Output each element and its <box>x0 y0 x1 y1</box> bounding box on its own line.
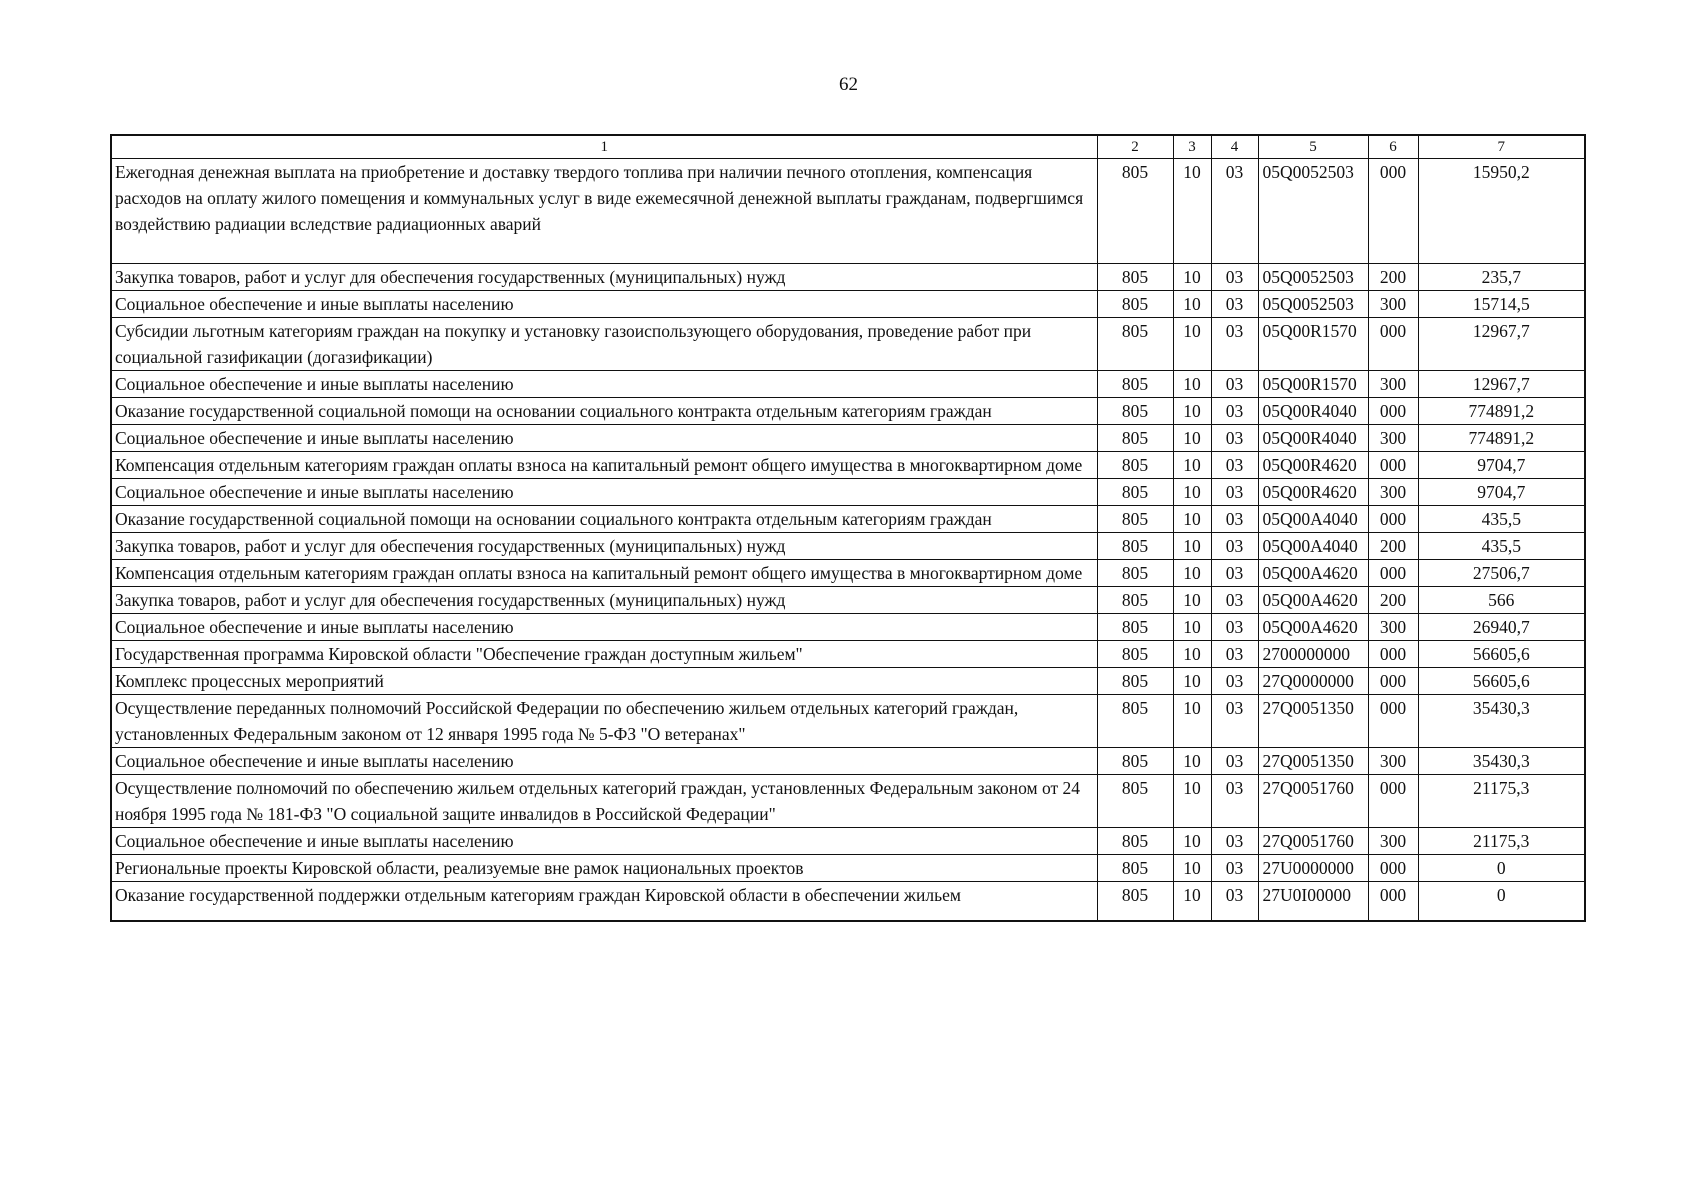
amount-cell: 56605,6 <box>1418 641 1585 668</box>
table-row <box>111 775 1585 828</box>
row-name-cell: Государственная программа Кировской области "Обеспечение граждан доступным жильем" <box>111 641 1097 668</box>
row-name-cell: Закупка товаров, работ и услуг для обеспечения государственных (муниципальных) нужд <box>111 264 1097 291</box>
code-ved-cell: 805 <box>1097 506 1173 533</box>
target-article-cell: 05Q00A4620 <box>1258 614 1368 641</box>
header-cell: 4 <box>1211 135 1258 159</box>
row-name-cell: Закупка товаров, работ и услуг для обеспечения государственных (муниципальных) нужд <box>111 587 1097 614</box>
row-name-cell: Социальное обеспечение и иные выплаты населению <box>111 479 1097 506</box>
expense-type-cell: 300 <box>1368 371 1418 398</box>
amount-cell: 774891,2 <box>1418 425 1585 452</box>
expense-type-cell: 000 <box>1368 641 1418 668</box>
target-article-cell: 05Q0052503 <box>1258 159 1368 264</box>
target-article-cell: 05Q00R1570 <box>1258 371 1368 398</box>
target-article-cell: 05Q0052503 <box>1258 291 1368 318</box>
amount-cell: 12967,7 <box>1418 371 1585 398</box>
expense-type-cell: 000 <box>1368 695 1418 748</box>
row-name-cell: Осуществление полномочий по обеспечению жильем отдельных категорий граждан, установленных Федеральным законом от 24 ноября 1995 года № 181-ФЗ "О социальной защите инвалидов в Российской Федерации" <box>111 775 1097 828</box>
code-section-cell: 10 <box>1173 425 1211 452</box>
code-section-cell: 10 <box>1173 479 1211 506</box>
code-section-cell: 10 <box>1173 398 1211 425</box>
code-section-cell: 10 <box>1173 641 1211 668</box>
header-row <box>111 135 1585 159</box>
code-section-cell: 10 <box>1173 855 1211 882</box>
expense-type-cell: 000 <box>1368 668 1418 695</box>
header-cell: 6 <box>1368 135 1418 159</box>
header-cell: 1 <box>111 135 1097 159</box>
code-ved-cell: 805 <box>1097 641 1173 668</box>
code-subsection-cell: 03 <box>1211 533 1258 560</box>
amount-cell: 774891,2 <box>1418 398 1585 425</box>
amount-cell: 235,7 <box>1418 264 1585 291</box>
target-article-cell: 05Q00A4040 <box>1258 533 1368 560</box>
target-article-cell: 27U0I00000 <box>1258 882 1368 922</box>
expense-type-cell: 000 <box>1368 775 1418 828</box>
table-row <box>111 506 1585 533</box>
amount-cell: 27506,7 <box>1418 560 1585 587</box>
code-subsection-cell: 03 <box>1211 291 1258 318</box>
code-ved-cell: 805 <box>1097 291 1173 318</box>
expense-type-cell: 000 <box>1368 882 1418 922</box>
code-subsection-cell: 03 <box>1211 775 1258 828</box>
code-subsection-cell: 03 <box>1211 318 1258 371</box>
code-section-cell: 10 <box>1173 828 1211 855</box>
target-article-cell: 27Q0051760 <box>1258 828 1368 855</box>
row-name-cell: Субсидии льготным категориям граждан на покупку и установку газоиспользующего оборудования, проведение работ при социальной газификации (догазификации) <box>111 318 1097 371</box>
target-article-cell: 05Q00A4620 <box>1258 587 1368 614</box>
code-ved-cell: 805 <box>1097 855 1173 882</box>
amount-cell: 12967,7 <box>1418 318 1585 371</box>
code-subsection-cell: 03 <box>1211 855 1258 882</box>
expense-type-cell: 200 <box>1368 264 1418 291</box>
row-name-cell: Комплекс процессных мероприятий <box>111 668 1097 695</box>
target-article-cell: 05Q00A4620 <box>1258 560 1368 587</box>
row-name-cell: Социальное обеспечение и иные выплаты населению <box>111 425 1097 452</box>
code-subsection-cell: 03 <box>1211 560 1258 587</box>
expense-type-cell: 000 <box>1368 855 1418 882</box>
code-ved-cell: 805 <box>1097 159 1173 264</box>
target-article-cell: 27Q0051350 <box>1258 695 1368 748</box>
table-body <box>111 159 1585 922</box>
code-section-cell: 10 <box>1173 748 1211 775</box>
row-name-cell: Компенсация отдельным категориям граждан оплаты взноса на капитальный ремонт общего имущества в многоквартирном доме <box>111 452 1097 479</box>
row-name-cell: Оказание государственной социальной помощи на основании социального контракта отдельным категориям граждан <box>111 398 1097 425</box>
expense-type-cell: 300 <box>1368 425 1418 452</box>
table-row <box>111 882 1585 922</box>
table-row <box>111 318 1585 371</box>
code-section-cell: 10 <box>1173 560 1211 587</box>
code-ved-cell: 805 <box>1097 614 1173 641</box>
code-ved-cell: 805 <box>1097 775 1173 828</box>
table-row <box>111 425 1585 452</box>
row-name-cell: Социальное обеспечение и иные выплаты населению <box>111 371 1097 398</box>
code-subsection-cell: 03 <box>1211 398 1258 425</box>
code-section-cell: 10 <box>1173 159 1211 264</box>
code-ved-cell: 805 <box>1097 560 1173 587</box>
target-article-cell: 27U0000000 <box>1258 855 1368 882</box>
code-subsection-cell: 03 <box>1211 371 1258 398</box>
header-cell: 5 <box>1258 135 1368 159</box>
expense-type-cell: 300 <box>1368 748 1418 775</box>
expense-type-cell: 000 <box>1368 159 1418 264</box>
code-section-cell: 10 <box>1173 775 1211 828</box>
header-cell: 2 <box>1097 135 1173 159</box>
code-section-cell: 10 <box>1173 318 1211 371</box>
code-section-cell: 10 <box>1173 614 1211 641</box>
amount-cell: 15714,5 <box>1418 291 1585 318</box>
table-row <box>111 855 1585 882</box>
code-section-cell: 10 <box>1173 264 1211 291</box>
header-cell: 7 <box>1418 135 1585 159</box>
target-article-cell: 05Q0052503 <box>1258 264 1368 291</box>
amount-cell: 435,5 <box>1418 533 1585 560</box>
table-row <box>111 398 1585 425</box>
amount-cell: 9704,7 <box>1418 452 1585 479</box>
code-subsection-cell: 03 <box>1211 159 1258 264</box>
code-subsection-cell: 03 <box>1211 264 1258 291</box>
code-ved-cell: 805 <box>1097 398 1173 425</box>
row-name-cell: Социальное обеспечение и иные выплаты населению <box>111 291 1097 318</box>
table-row <box>111 587 1585 614</box>
code-subsection-cell: 03 <box>1211 828 1258 855</box>
expense-type-cell: 000 <box>1368 506 1418 533</box>
code-subsection-cell: 03 <box>1211 695 1258 748</box>
row-name-cell: Социальное обеспечение и иные выплаты населению <box>111 748 1097 775</box>
expense-type-cell: 000 <box>1368 398 1418 425</box>
table-row <box>111 748 1585 775</box>
code-ved-cell: 805 <box>1097 264 1173 291</box>
row-name-cell: Осуществление переданных полномочий Российской Федерации по обеспечению жильем отдельных категорий граждан, установленных Федеральным законом от 12 января 1995 года № 5-ФЗ "О ветеранах" <box>111 695 1097 748</box>
target-article-cell: 05Q00R4620 <box>1258 452 1368 479</box>
target-article-cell: 05Q00R4620 <box>1258 479 1368 506</box>
code-subsection-cell: 03 <box>1211 479 1258 506</box>
row-name-cell: Оказание государственной социальной помощи на основании социального контракта отдельным категориям граждан <box>111 506 1097 533</box>
code-ved-cell: 805 <box>1097 882 1173 922</box>
table-row <box>111 614 1585 641</box>
table-row <box>111 533 1585 560</box>
code-ved-cell: 805 <box>1097 371 1173 398</box>
table-row <box>111 560 1585 587</box>
target-article-cell: 05Q00A4040 <box>1258 506 1368 533</box>
target-article-cell: 27Q0000000 <box>1258 668 1368 695</box>
code-ved-cell: 805 <box>1097 533 1173 560</box>
expense-type-cell: 000 <box>1368 560 1418 587</box>
target-article-cell: 05Q00R1570 <box>1258 318 1368 371</box>
table-row <box>111 371 1585 398</box>
table-row <box>111 695 1585 748</box>
target-article-cell: 27Q0051760 <box>1258 775 1368 828</box>
code-subsection-cell: 03 <box>1211 614 1258 641</box>
table-row <box>111 479 1585 506</box>
amount-cell: 56605,6 <box>1418 668 1585 695</box>
expense-type-cell: 000 <box>1368 452 1418 479</box>
code-section-cell: 10 <box>1173 371 1211 398</box>
expense-type-cell: 300 <box>1368 479 1418 506</box>
table-row <box>111 452 1585 479</box>
code-ved-cell: 805 <box>1097 828 1173 855</box>
header-cell: 3 <box>1173 135 1211 159</box>
budget-table <box>110 134 1586 922</box>
row-name-cell: Оказание государственной поддержки отдельным категориям граждан Кировской области в обеспечении жильем <box>111 882 1097 922</box>
code-section-cell: 10 <box>1173 695 1211 748</box>
code-section-cell: 10 <box>1173 587 1211 614</box>
expense-type-cell: 200 <box>1368 533 1418 560</box>
table-row <box>111 641 1585 668</box>
table-row <box>111 291 1585 318</box>
code-subsection-cell: 03 <box>1211 882 1258 922</box>
code-ved-cell: 805 <box>1097 668 1173 695</box>
code-ved-cell: 805 <box>1097 479 1173 506</box>
code-subsection-cell: 03 <box>1211 452 1258 479</box>
code-section-cell: 10 <box>1173 291 1211 318</box>
table-row <box>111 264 1585 291</box>
amount-cell: 435,5 <box>1418 506 1585 533</box>
code-section-cell: 10 <box>1173 668 1211 695</box>
amount-cell: 0 <box>1418 855 1585 882</box>
amount-cell: 21175,3 <box>1418 828 1585 855</box>
code-ved-cell: 805 <box>1097 425 1173 452</box>
code-subsection-cell: 03 <box>1211 668 1258 695</box>
row-name-cell: Социальное обеспечение и иные выплаты населению <box>111 614 1097 641</box>
row-name-cell: Региональные проекты Кировской области, реализуемые вне рамок национальных проектов <box>111 855 1097 882</box>
expense-type-cell: 300 <box>1368 828 1418 855</box>
row-name-cell: Ежегодная денежная выплата на приобретение и доставку твердого топлива при наличии печного отопления, компенсация расходов на оплату жилого помещения и коммунальных услуг в виде ежемесячной денежной выплаты гражданам, подвергшимся воздействию радиации вследствие радиационных аварий <box>111 159 1097 264</box>
amount-cell: 15950,2 <box>1418 159 1585 264</box>
code-subsection-cell: 03 <box>1211 641 1258 668</box>
code-section-cell: 10 <box>1173 506 1211 533</box>
amount-cell: 35430,3 <box>1418 748 1585 775</box>
code-subsection-cell: 03 <box>1211 587 1258 614</box>
code-subsection-cell: 03 <box>1211 748 1258 775</box>
expense-type-cell: 300 <box>1368 614 1418 641</box>
amount-cell: 0 <box>1418 882 1585 922</box>
code-ved-cell: 805 <box>1097 748 1173 775</box>
code-ved-cell: 805 <box>1097 452 1173 479</box>
code-ved-cell: 805 <box>1097 695 1173 748</box>
amount-cell: 566 <box>1418 587 1585 614</box>
amount-cell: 9704,7 <box>1418 479 1585 506</box>
expense-type-cell: 300 <box>1368 291 1418 318</box>
amount-cell: 26940,7 <box>1418 614 1585 641</box>
amount-cell: 35430,3 <box>1418 695 1585 748</box>
code-section-cell: 10 <box>1173 452 1211 479</box>
code-section-cell: 10 <box>1173 533 1211 560</box>
row-name-cell: Компенсация отдельным категориям граждан оплаты взноса на капитальный ремонт общего имущества в многоквартирном доме <box>111 560 1097 587</box>
code-subsection-cell: 03 <box>1211 425 1258 452</box>
expense-type-cell: 200 <box>1368 587 1418 614</box>
row-name-cell: Социальное обеспечение и иные выплаты населению <box>111 828 1097 855</box>
page-number: 62 <box>839 74 858 95</box>
code-ved-cell: 805 <box>1097 318 1173 371</box>
table-row <box>111 159 1585 264</box>
table-row <box>111 668 1585 695</box>
code-subsection-cell: 03 <box>1211 506 1258 533</box>
expense-type-cell: 000 <box>1368 318 1418 371</box>
target-article-cell: 05Q00R4040 <box>1258 398 1368 425</box>
target-article-cell: 27Q0051350 <box>1258 748 1368 775</box>
target-article-cell: 05Q00R4040 <box>1258 425 1368 452</box>
code-section-cell: 10 <box>1173 882 1211 922</box>
row-name-cell: Закупка товаров, работ и услуг для обеспечения государственных (муниципальных) нужд <box>111 533 1097 560</box>
target-article-cell: 2700000000 <box>1258 641 1368 668</box>
amount-cell: 21175,3 <box>1418 775 1585 828</box>
table-row <box>111 828 1585 855</box>
code-ved-cell: 805 <box>1097 587 1173 614</box>
